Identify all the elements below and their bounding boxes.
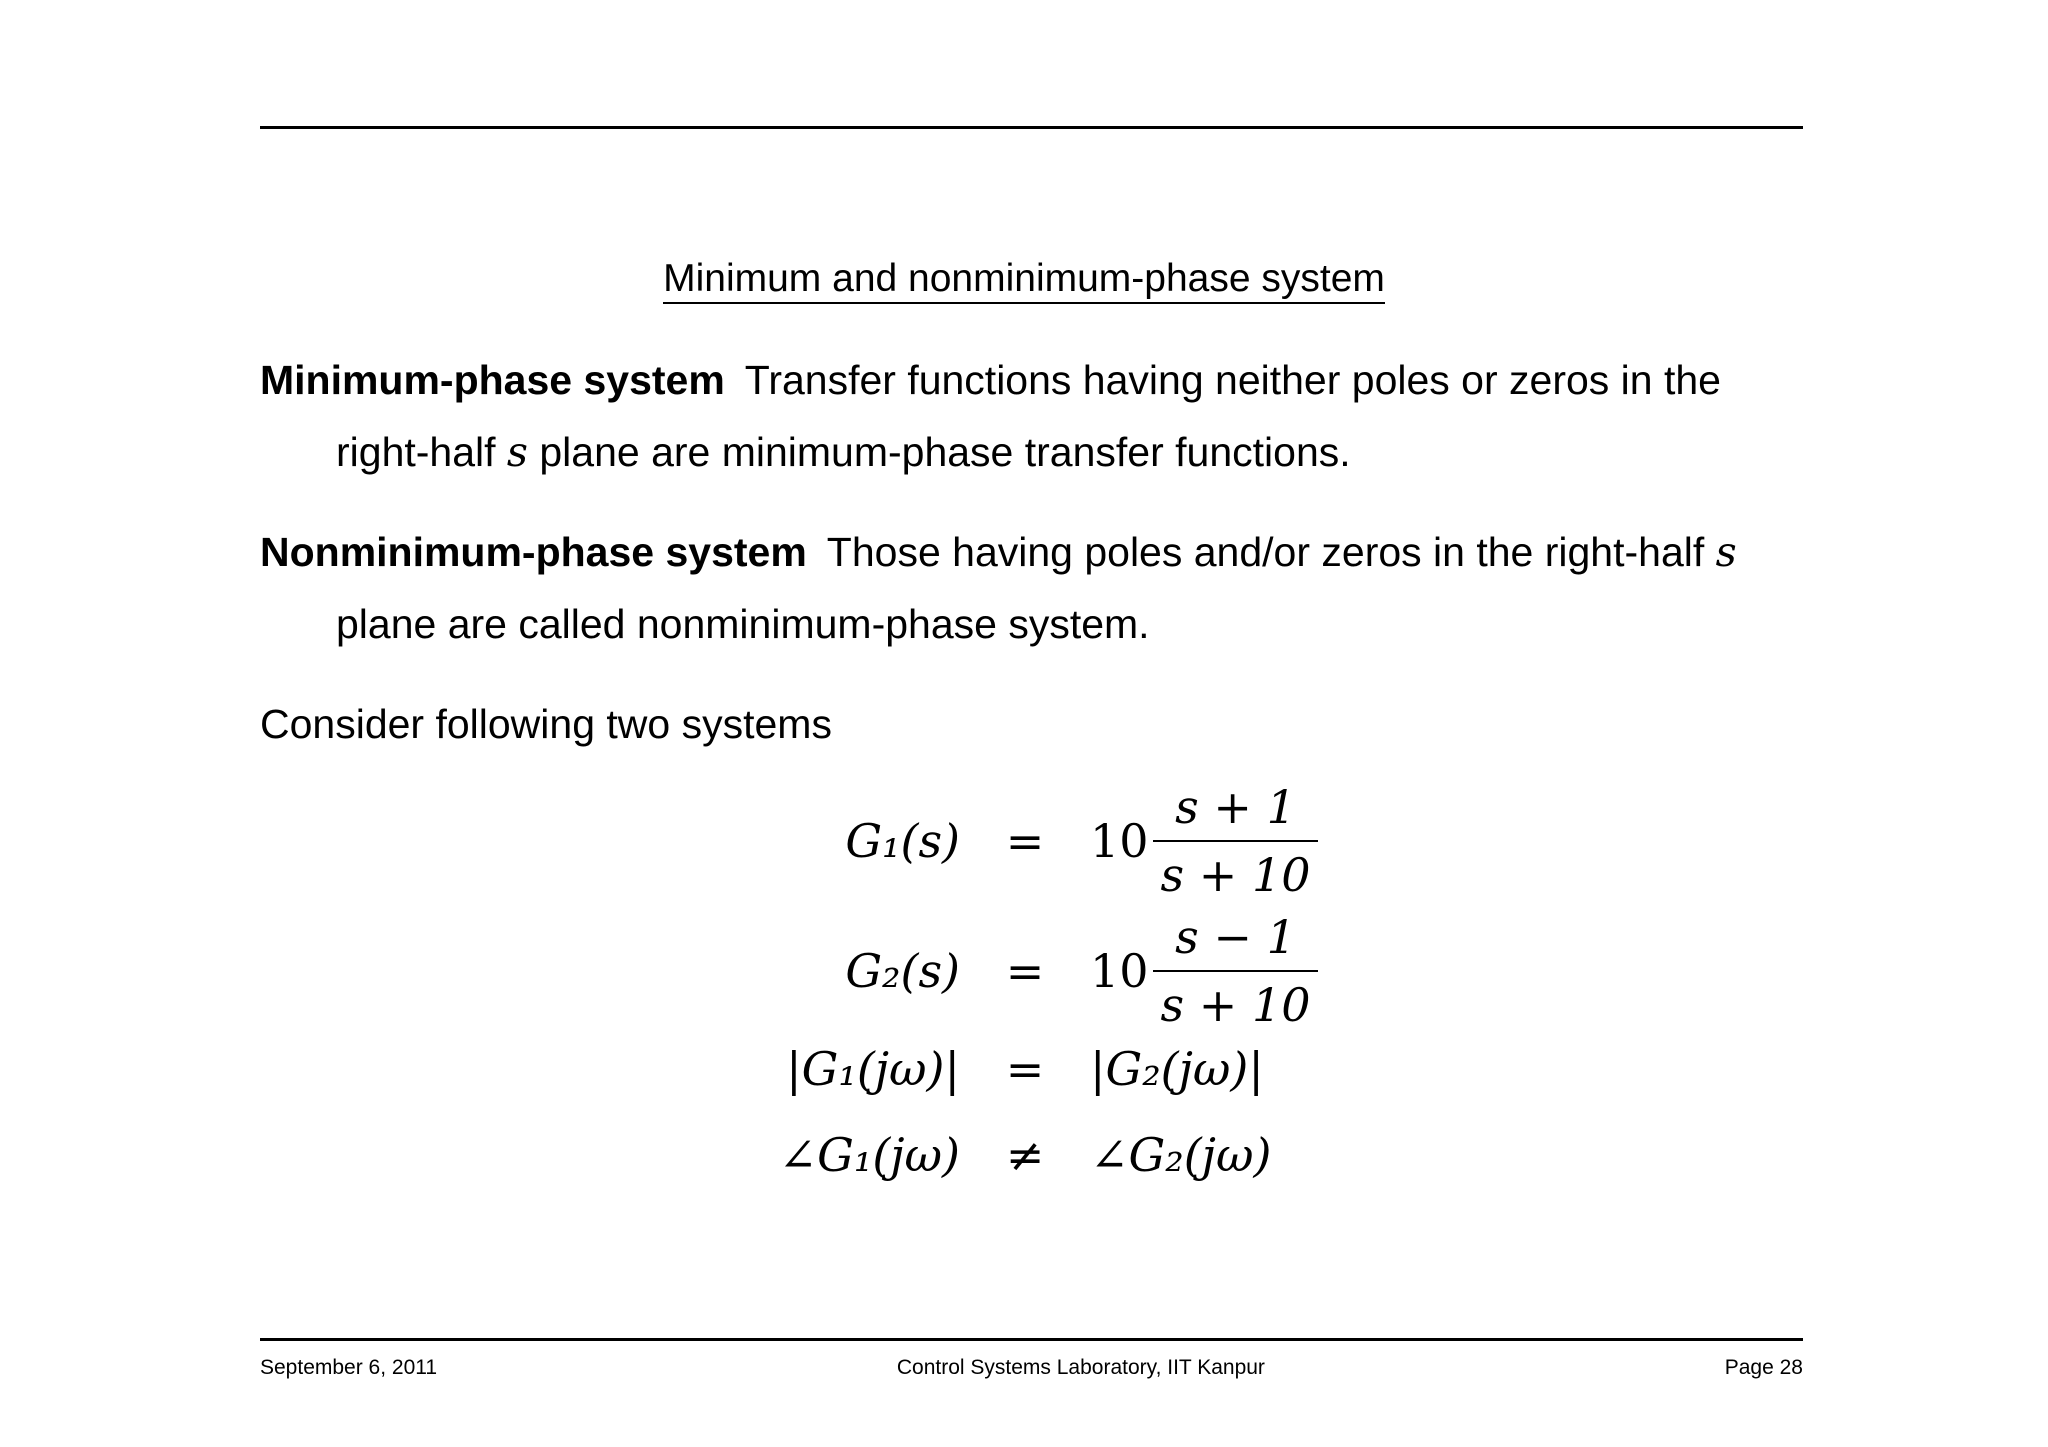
math-variable-s: s — [1715, 528, 1737, 576]
equation-relation: = — [1005, 944, 1045, 998]
equation-coefficient: 10 — [1090, 944, 1149, 998]
equation-lhs: G₁(s) — [845, 814, 960, 868]
intro-text — [260, 688, 1803, 760]
equation-g2 — [700, 910, 1318, 1032]
equation-rhs — [1090, 780, 1318, 902]
equation-rhs — [1090, 910, 1318, 1032]
definition-line — [260, 416, 1803, 488]
definition-line — [260, 516, 1803, 588]
equation-magnitude — [700, 1042, 1264, 1096]
bottom-rule — [260, 1338, 1803, 1341]
equation-lhs: G₂(s) — [845, 944, 960, 998]
footer-date: September 6, 2011 — [260, 1356, 438, 1379]
top-rule — [260, 126, 1803, 129]
fraction-denominator: s + 10 — [1153, 840, 1319, 902]
equation-block — [700, 780, 1400, 1200]
fraction-denominator: s + 10 — [1153, 970, 1319, 1032]
definition-term: Nonminimum-phase system — [260, 529, 807, 575]
equation-lhs: |G₁(jω)| — [786, 1042, 960, 1096]
definition-minimum-phase — [260, 344, 1803, 488]
definition-text: Transfer functions having neither poles or zeros in the — [744, 357, 1721, 403]
equation-rhs: ∠G₂(jω) — [1090, 1128, 1272, 1182]
definition-line — [260, 344, 1803, 416]
definition-line — [260, 588, 1803, 660]
slide-title-text: Minimum and nonminimum-phase system — [663, 257, 1385, 304]
equation-rhs: |G₂(jω)| — [1090, 1042, 1264, 1096]
footer-center: Control Systems Laboratory, IIT Kanpur — [896, 1356, 1265, 1379]
definition-text: plane are called nonminimum-phase system. — [336, 601, 1150, 647]
footer — [260, 1356, 1803, 1380]
equation-phase — [700, 1128, 1271, 1182]
equation-relation: = — [1005, 1042, 1045, 1096]
fraction-numerator: s − 1 — [1175, 910, 1296, 964]
definition-text: Those having poles and/or zeros in the right-half — [826, 529, 1716, 575]
definition-text: right-half — [336, 429, 507, 475]
definition-nonminimum-phase — [260, 516, 1803, 660]
definition-term: Minimum-phase system — [260, 357, 725, 403]
equation-g1 — [700, 780, 1318, 902]
intro-line: Consider following two systems — [260, 701, 832, 747]
footer-page: Page 28 — [1724, 1356, 1803, 1379]
equation-fraction — [1153, 780, 1319, 902]
equation-coefficient: 10 — [1090, 814, 1149, 868]
math-variable-s: s — [506, 428, 528, 476]
equation-relation: ≠ — [1005, 1128, 1045, 1182]
equation-lhs: ∠G₁(jω) — [778, 1128, 960, 1182]
equation-fraction — [1153, 910, 1319, 1032]
slide-title — [0, 254, 2048, 304]
fraction-numerator: s + 1 — [1175, 780, 1296, 834]
equation-relation: = — [1005, 814, 1045, 868]
definition-text: plane are minimum-phase transfer functions. — [527, 429, 1351, 475]
